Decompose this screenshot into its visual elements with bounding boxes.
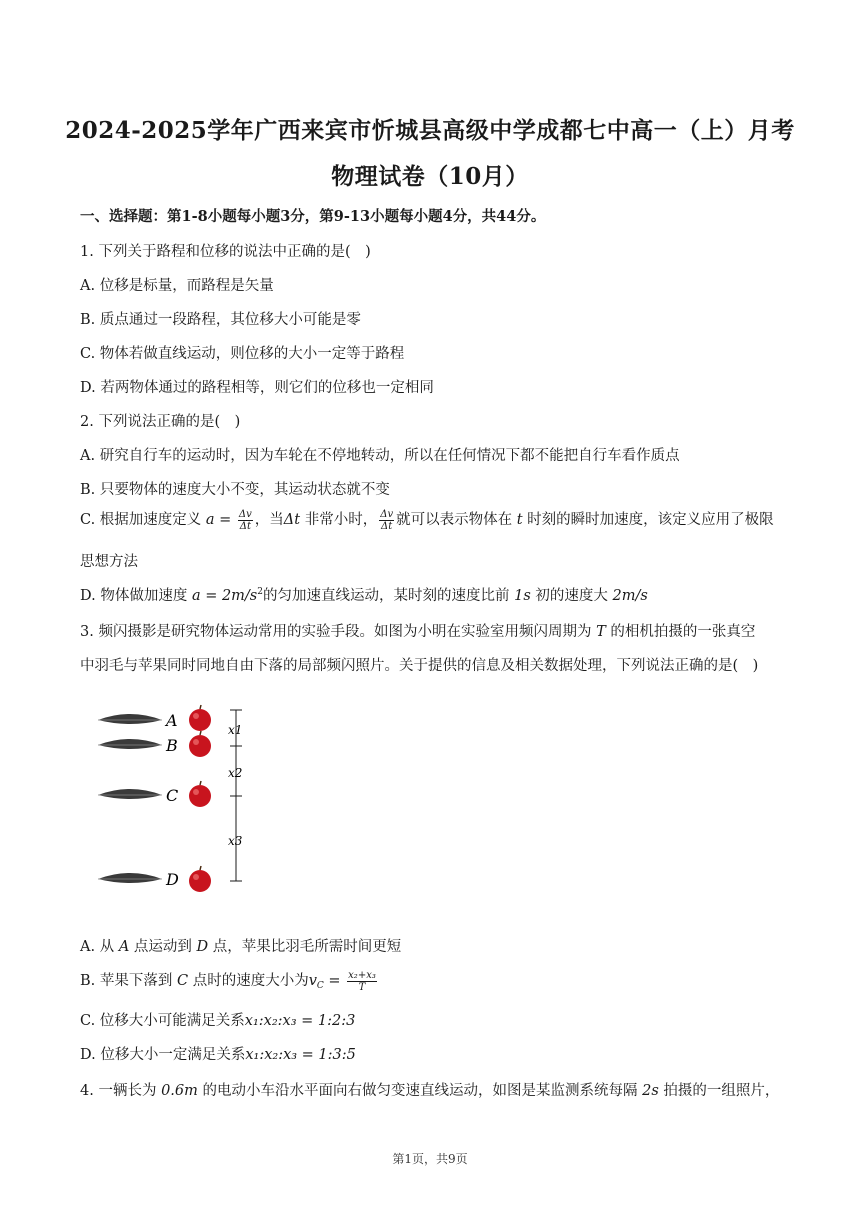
exam-title-line2: 物理试卷（10月） [331, 163, 529, 190]
q1-option-b: B. 质点通过一段路程，其位移大小可能是零 [80, 312, 361, 328]
apple-icon [189, 705, 211, 731]
apple-icon [189, 731, 211, 757]
exam-title-line1: 2024-2025学年广西来宾市忻城县高级中学成都七中高一（上）月考 [65, 117, 795, 144]
fraction: $\frac{\text{x₂+x₃}}{T}$ [348, 969, 376, 993]
q1-option-c: C. 物体若做直线运动，则位移的大小一定等于路程 [80, 346, 405, 362]
label-x1: x1 [228, 723, 243, 737]
q2-option-b: B. 只要物体的速度大小不变，其运动状态就不变 [80, 482, 390, 498]
q2-option-a: A. 研究自行车的运动时，因为车轮在不停地转动，所以在任何情况下都不能把自行车看作质点 [80, 448, 680, 464]
feather-icon [98, 789, 162, 799]
q2-option-c-continued: 思想方法 [80, 554, 138, 570]
q1-option-a: A. 位移是标量，而路程是矢量 [80, 278, 274, 294]
q1-option-d: D. 若两物体通过的路程相等，则它们的位移也一定相同 [80, 380, 434, 396]
feather-icon [98, 873, 162, 883]
strobe-photo-svg [90, 698, 260, 908]
fraction: $\frac{\Delta v}{\Delta t}$ [238, 508, 252, 532]
q2-option-c: C. 根据加速度定义 a = $\frac{\Delta v}{\Delta t}$ ，当Δt 非常小时， $\frac{\Delta v}{\Delta t}$ 就可以表示物体在 t 时刻的瞬时加速度，该定义应用了极限 [80, 508, 774, 532]
apple-icon [189, 866, 211, 892]
feather-icon [98, 739, 162, 749]
section-heading: 一、选择题：第1-8小题每小题3分，第9-13小题每小题4分，共44分。 [80, 208, 546, 225]
q4-stem: 4. 一辆长为 0.6m 的电动小车沿水平面向右做匀变速直线运动，如图是某监测系统每隔 2s 拍摄的一组照片， [80, 1083, 780, 1099]
feather-icon [98, 714, 162, 724]
q3-option-c: C. 位移大小可能满足关系x₁:x₂:x₃ = 1:2:3 [80, 1013, 356, 1029]
q3-option-b: B. 苹果下落到 C 点时的速度大小为$v_C$ = $\frac{\text{x₂+x₃}}{T}$ [80, 969, 376, 993]
label-a: A [166, 711, 178, 730]
apple-icon [189, 781, 211, 807]
label-c: C [166, 786, 179, 805]
q1-stem: 1. 下列关于路程和位移的说法中正确的是( ) [80, 244, 371, 260]
label-x3: x3 [228, 834, 243, 848]
page-footer: 第1页，共9页 [392, 1152, 468, 1166]
q3-option-a: A. 从 A 点运动到 D 点，苹果比羽毛所需时间更短 [80, 939, 402, 955]
strobe-photo-figure [90, 698, 260, 908]
label-b: B [166, 736, 178, 755]
q2-option-d: D. 物体做加速度 $a = 2m/s^2$的匀加速直线运动，某时刻的速度比前 1s 初的速度大 2m/s [80, 587, 648, 604]
fraction: $\frac{\Delta v}{\Delta t}$ [380, 508, 394, 532]
label-x2: x2 [228, 766, 243, 780]
q3-stem-line2: 中羽毛与苹果同时同地自由下落的局部频闪照片。关于提供的信息及相关数据处理，下列说法正确的是( ) [80, 658, 759, 674]
q3-stem-line1: 3. 频闪摄影是研究物体运动常用的实验手段。如图为小明在实验室用频闪周期为 T 的相机拍摄的一张真空 [80, 624, 756, 640]
q2-stem: 2. 下列说法正确的是( ) [80, 414, 241, 430]
label-d: D [166, 870, 179, 889]
q3-option-d: D. 位移大小一定满足关系x₁:x₂:x₃ = 1:3:5 [80, 1047, 356, 1063]
